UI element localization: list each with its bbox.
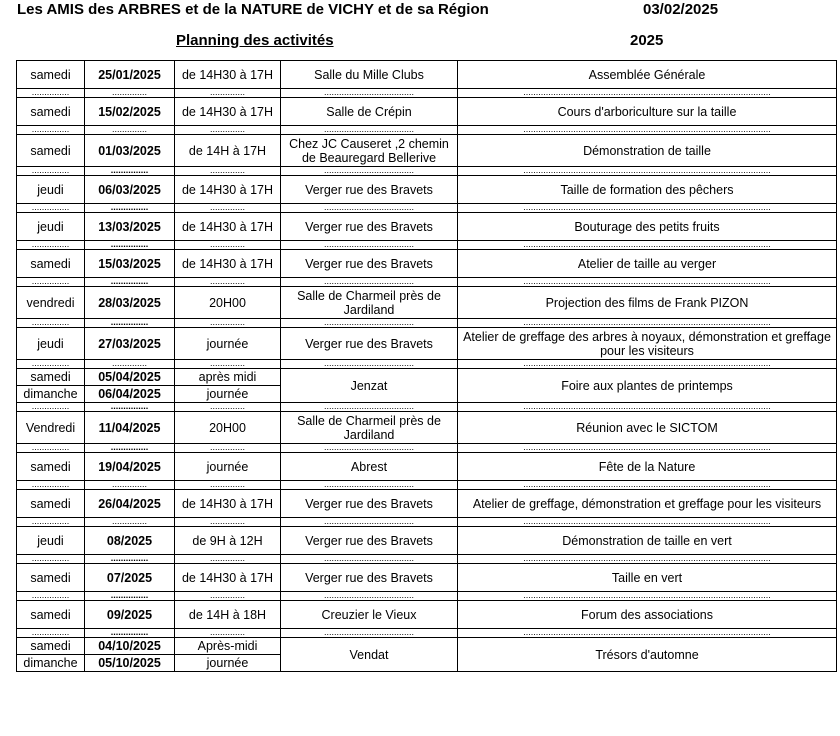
planning-title: Planning des activités <box>176 32 334 49</box>
dots-day: ............... <box>17 629 85 638</box>
separator-row <box>17 555 837 564</box>
separator-row <box>17 629 837 638</box>
event-activity: Bouturage des petits fruits <box>458 213 837 241</box>
event-day: samedi <box>17 135 85 167</box>
event-time: de 14H30 à 17H <box>175 564 281 592</box>
event-row <box>17 250 837 278</box>
dots-activity: ................................................................................................... <box>458 204 837 213</box>
separator-row <box>17 204 837 213</box>
event-date: 08/2025 <box>85 527 175 555</box>
event-row <box>17 61 837 89</box>
event-day: samedi <box>17 98 85 126</box>
event-activity: Démonstration de taille <box>458 135 837 167</box>
event-place: Chez JC Causeret ,2 chemin de Beauregard Bellerive <box>281 135 458 167</box>
event-time: journée <box>175 655 281 672</box>
event-activity: Forum des associations <box>458 601 837 629</box>
dots-place: .................................... <box>281 89 458 98</box>
event-time: de 14H30 à 17H <box>175 250 281 278</box>
dots-activity: ................................................................................................... <box>458 481 837 490</box>
event-day: samedi <box>17 638 85 655</box>
planning-year: 2025 <box>630 32 664 49</box>
dots-date: ............... <box>85 403 175 412</box>
event-date: 26/04/2025 <box>85 490 175 518</box>
event-activity: Atelier de greffage, démonstration et greffage pour les visiteurs <box>458 490 837 518</box>
event-date: 06/03/2025 <box>85 176 175 204</box>
dots-place: .................................... <box>281 555 458 564</box>
event-row <box>17 453 837 481</box>
event-day: jeudi <box>17 527 85 555</box>
dots-activity: ................................................................................................... <box>458 126 837 135</box>
dots-activity: ................................................................................................... <box>458 629 837 638</box>
dots-time: .............. <box>175 444 281 453</box>
event-day: samedi <box>17 61 85 89</box>
event-day: jeudi <box>17 213 85 241</box>
separator-row <box>17 360 837 369</box>
event-place: Verger rue des Bravets <box>281 490 458 518</box>
event-time: de 9H à 12H <box>175 527 281 555</box>
dots-date: .............. <box>85 481 175 490</box>
event-day: jeudi <box>17 328 85 360</box>
dots-time: .............. <box>175 167 281 176</box>
event-time: 20H00 <box>175 412 281 444</box>
dots-activity: ................................................................................................... <box>458 555 837 564</box>
organization-title: Les AMIS des ARBRES et de la NATURE de VICHY et de sa Région <box>17 1 489 18</box>
dots-activity: ................................................................................................... <box>458 592 837 601</box>
event-date: 15/02/2025 <box>85 98 175 126</box>
event-row <box>17 638 837 655</box>
dots-place: .................................... <box>281 518 458 527</box>
dots-day: ............... <box>17 444 85 453</box>
event-place: Verger rue des Bravets <box>281 213 458 241</box>
event-date: 01/03/2025 <box>85 135 175 167</box>
event-day: dimanche <box>17 655 85 672</box>
event-date: 05/04/2025 <box>85 369 175 386</box>
event-day: samedi <box>17 369 85 386</box>
event-place: Verger rue des Bravets <box>281 564 458 592</box>
event-row <box>17 527 837 555</box>
event-date: 19/04/2025 <box>85 453 175 481</box>
event-day: Vendredi <box>17 412 85 444</box>
dots-activity: ................................................................................................... <box>458 518 837 527</box>
event-activity: Projection des films de Frank PIZON <box>458 287 837 319</box>
event-activity: Foire aux plantes de printemps <box>458 369 837 403</box>
activities-table <box>16 60 837 672</box>
dots-activity: ................................................................................................... <box>458 319 837 328</box>
dots-time: .............. <box>175 481 281 490</box>
dots-time: .............. <box>175 555 281 564</box>
event-date: 04/10/2025 <box>85 638 175 655</box>
dots-day: ............... <box>17 592 85 601</box>
event-time: de 14H30 à 17H <box>175 490 281 518</box>
dots-date: .............. <box>85 360 175 369</box>
dots-day: ............... <box>17 89 85 98</box>
dots-place: .................................... <box>281 278 458 287</box>
dots-time: .............. <box>175 89 281 98</box>
dots-time: .............. <box>175 518 281 527</box>
separator-row <box>17 126 837 135</box>
dots-time: .............. <box>175 629 281 638</box>
event-row <box>17 369 837 386</box>
event-place: Creuzier le Vieux <box>281 601 458 629</box>
event-row <box>17 564 837 592</box>
event-row <box>17 601 837 629</box>
dots-activity: ................................................................................................... <box>458 167 837 176</box>
event-activity: Réunion avec le SICTOM <box>458 412 837 444</box>
dots-day: ............... <box>17 518 85 527</box>
event-date: 25/01/2025 <box>85 61 175 89</box>
event-place: Salle de Charmeil près de Jardiland <box>281 287 458 319</box>
event-date: 13/03/2025 <box>85 213 175 241</box>
event-day: vendredi <box>17 287 85 319</box>
dots-place: .................................... <box>281 241 458 250</box>
event-date: 11/04/2025 <box>85 412 175 444</box>
dots-time: .............. <box>175 319 281 328</box>
separator-row <box>17 444 837 453</box>
event-day: jeudi <box>17 176 85 204</box>
event-time: de 14H30 à 17H <box>175 98 281 126</box>
event-date: 05/10/2025 <box>85 655 175 672</box>
event-place: Verger rue des Bravets <box>281 176 458 204</box>
dots-place: .................................... <box>281 360 458 369</box>
dots-time: .............. <box>175 592 281 601</box>
dots-place: .................................... <box>281 481 458 490</box>
event-activity: Atelier de taille au verger <box>458 250 837 278</box>
dots-place: .................................... <box>281 444 458 453</box>
event-day: samedi <box>17 564 85 592</box>
dots-day: ............... <box>17 481 85 490</box>
event-time: de 14H30 à 17H <box>175 213 281 241</box>
separator-row <box>17 89 837 98</box>
event-activity: Démonstration de taille en vert <box>458 527 837 555</box>
dots-day: ............... <box>17 555 85 564</box>
dots-place: .................................... <box>281 167 458 176</box>
event-date: 07/2025 <box>85 564 175 592</box>
dots-place: .................................... <box>281 319 458 328</box>
event-date: 27/03/2025 <box>85 328 175 360</box>
event-time: journée <box>175 328 281 360</box>
event-time: journée <box>175 386 281 403</box>
event-place: Salle du Mille Clubs <box>281 61 458 89</box>
dots-date: .............. <box>85 89 175 98</box>
dots-time: .............. <box>175 126 281 135</box>
dots-day: ............... <box>17 403 85 412</box>
dots-date: .............. <box>85 126 175 135</box>
event-row <box>17 135 837 167</box>
dots-time: .............. <box>175 204 281 213</box>
dots-date: ............... <box>85 278 175 287</box>
separator-row <box>17 518 837 527</box>
event-day: samedi <box>17 490 85 518</box>
dots-date: ............... <box>85 241 175 250</box>
event-row <box>17 98 837 126</box>
dots-date: ............... <box>85 592 175 601</box>
event-row <box>17 213 837 241</box>
dots-day: ............... <box>17 126 85 135</box>
event-time: de 14H30 à 17H <box>175 61 281 89</box>
event-time: de 14H30 à 17H <box>175 176 281 204</box>
dots-date: ............... <box>85 204 175 213</box>
dots-activity: ................................................................................................... <box>458 278 837 287</box>
dots-activity: ................................................................................................... <box>458 360 837 369</box>
dots-activity: ................................................................................................... <box>458 444 837 453</box>
event-time: de 14H à 17H <box>175 135 281 167</box>
separator-row <box>17 481 837 490</box>
event-time: de 14H à 18H <box>175 601 281 629</box>
dots-place: .................................... <box>281 403 458 412</box>
separator-row <box>17 167 837 176</box>
dots-day: ............... <box>17 167 85 176</box>
dots-day: ............... <box>17 278 85 287</box>
event-activity: Assemblée Générale <box>458 61 837 89</box>
dots-date: ............... <box>85 444 175 453</box>
separator-row <box>17 241 837 250</box>
event-time: après midi <box>175 369 281 386</box>
dots-day: ............... <box>17 204 85 213</box>
dots-time: .............. <box>175 241 281 250</box>
event-date: 28/03/2025 <box>85 287 175 319</box>
event-day: samedi <box>17 250 85 278</box>
event-place: Salle de Charmeil près de Jardiland <box>281 412 458 444</box>
document-date: 03/02/2025 <box>643 1 719 18</box>
event-place: Verger rue des Bravets <box>281 328 458 360</box>
event-activity: Fête de la Nature <box>458 453 837 481</box>
event-activity: Cours d'arboriculture sur la taille <box>458 98 837 126</box>
event-row <box>17 176 837 204</box>
dots-time: .............. <box>175 278 281 287</box>
dots-date: .............. <box>85 518 175 527</box>
event-time: 20H00 <box>175 287 281 319</box>
dots-place: .................................... <box>281 126 458 135</box>
dots-activity: ................................................................................................... <box>458 403 837 412</box>
dots-place: .................................... <box>281 592 458 601</box>
dots-day: ............... <box>17 319 85 328</box>
event-activity: Taille de formation des pêchers <box>458 176 837 204</box>
separator-row <box>17 319 837 328</box>
separator-row <box>17 278 837 287</box>
separator-row <box>17 403 837 412</box>
event-date: 09/2025 <box>85 601 175 629</box>
event-row <box>17 490 837 518</box>
dots-date: ............... <box>85 629 175 638</box>
dots-time: .............. <box>175 360 281 369</box>
event-row <box>17 328 837 360</box>
dots-date: ............... <box>85 319 175 328</box>
dots-activity: ................................................................................................... <box>458 241 837 250</box>
event-place: Abrest <box>281 453 458 481</box>
event-row <box>17 412 837 444</box>
event-date: 15/03/2025 <box>85 250 175 278</box>
dots-place: .................................... <box>281 204 458 213</box>
event-day: samedi <box>17 601 85 629</box>
event-place: Vendat <box>281 638 458 672</box>
event-place: Verger rue des Bravets <box>281 250 458 278</box>
event-day: dimanche <box>17 386 85 403</box>
dots-activity: ................................................................................................... <box>458 89 837 98</box>
event-place: Jenzat <box>281 369 458 403</box>
event-time: Après-midi <box>175 638 281 655</box>
event-row <box>17 287 837 319</box>
separator-row <box>17 592 837 601</box>
event-date: 06/04/2025 <box>85 386 175 403</box>
event-day: samedi <box>17 453 85 481</box>
event-activity: Taille en vert <box>458 564 837 592</box>
dots-day: ............... <box>17 360 85 369</box>
event-place: Verger rue des Bravets <box>281 527 458 555</box>
dots-time: .............. <box>175 403 281 412</box>
event-time: journée <box>175 453 281 481</box>
event-activity: Atelier de greffage des arbres à noyaux, démonstration et greffage pour les visiteurs <box>458 328 837 360</box>
dots-day: ............... <box>17 241 85 250</box>
dots-place: .................................... <box>281 629 458 638</box>
event-activity: Trésors d'automne <box>458 638 837 672</box>
dots-date: ............... <box>85 555 175 564</box>
event-place: Salle de Crépin <box>281 98 458 126</box>
dots-date: ............... <box>85 167 175 176</box>
